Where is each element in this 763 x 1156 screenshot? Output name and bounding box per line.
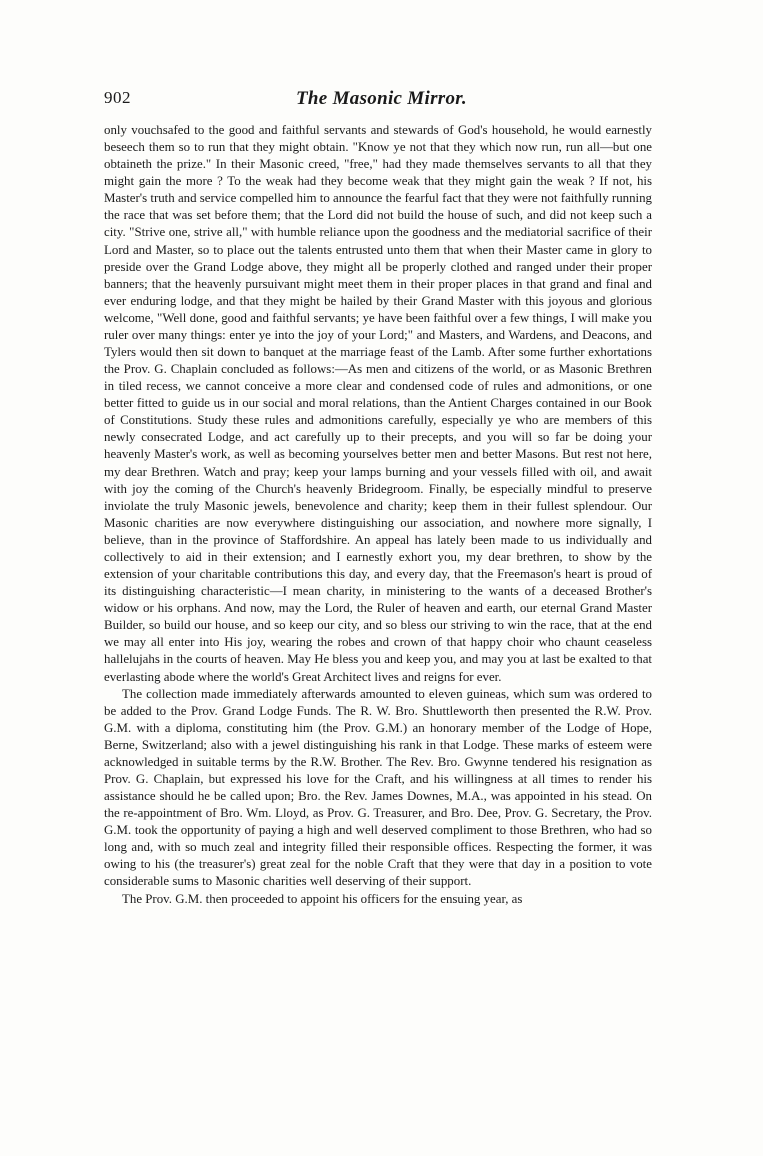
page-header [0,88,763,116]
paragraph-sermon-conclusion: only vouchsafed to the good and faithful servants and stewards of God's household, he would earnestly beseech them so to run that they might obtain. "Know ye not that they which now run, run all—but one obtaineth the prize." In their Masonic creed, "free," had they made themselves servants to all that they might gain the more ? To the weak had they become weak that they might gain the weak ? If not, his Master's truth and service compelled him to announce the fearful fact that they were not faithfully running the race that was set before them; that the Lord did not build the house of such, and did not keep such a city. "Strive one, strive all," with humble reliance upon the goodness and the mediatorial sacrifice of their Lord and Master, so to place out the talents entrusted unto them that when their Master came in glory to preside over the Grand Lodge above, they might all be properly clothed and ranged under their proper banners; that the heavenly pursuivant might meet them in their proper places in that grand and final and ever enduring lodge, and that they might be hailed by their Grand Master with this joyous and glorious welcome, "Well done, good and faithful servants; ye have been faithful over a few things, I will make you ruler over many things: enter ye into the joy of your Lord;" and Masters, and Wardens, and Deacons, and Tylers would then sit down to banquet at the marriage feast of the Lamb. After some further exhortations the Prov. G. Chaplain concluded as follows:—As men and citizens of the world, or as Masonic Brethren in tiled recess, we cannot conceive a more clear and condensed code of rules and admonitions, or one better fitted to guide us in our social and moral relations, than the Antient Charges contained in our Book of Constitutions. Study these rules and admonitions carefully, especially ye who are members of this newly consecrated Lodge, and act carefully up to their precepts, and you will so far be doing your heavenly Master's work, as well as becoming yourselves better men and better Masons. But rest not here, my dear Brethren. Watch and pray; keep your lamps burning and your vessels filled with oil, and await with joy the coming of the Church's heavenly Bridegroom. Finally, be especially mindful to preserve inviolate the truly Masonic jewels, benevolence and charity; keep them in their fullest splendour. Our Masonic charities are now everywhere distinguishing our association, and nowhere more signally, I believe, than in the province of Staffordshire. An appeal has lately been made to us individually and collectively to aid in their extension; and I earnestly exhort you, my dear brethren, to show by the extension of your charitable contributions this day, and every day, that the Freemason's heart is proud of its distinguishing characteristic—I mean charity, in ministering to the wants of a deceased Brother's widow or his orphans. And now, may the Lord, the Ruler of heaven and earth, our eternal Grand Master Builder, so build our house, and so keep our city, and so bless our striving to win the race, that at the end we may all enter into His joy, wearing the robes and crown of that happy choir who chaunt ceaseless hallelujahs in the courts of heaven. May He bless you and keep you, and may you at last be exalted to that everlasting abode where the world's Great Architect lives and reigns for ever. [104,123,652,684]
paragraph-appointments: The Prov. G.M. then proceeded to appoint his officers for the ensuing year, as [122,891,523,906]
article-body [104,122,652,908]
running-title: The Masonic Mirror. [296,88,467,109]
page-number: 902 [104,88,131,107]
paragraph-collection: The collection made immediately afterwards amounted to eleven guineas, which sum was ordered to be added to the Prov. Grand Lodge Funds. The R. W. Bro. Shuttleworth then presented the R.W. Prov. G.M. with a diploma, constituting him (the Prov. G.M.) an honorary member of the Lodge of Hope, Berne, Switzerland; also with a jewel distinguishing his rank in that Lodge. These marks of esteem were acknowledged in suitable terms by the R.W. Brother. The Rev. Bro. Gwynne tendered his resignation as Prov. G. Chaplain, but expressed his love for the Craft, and his willingness at all times to render his assistance should he be called upon; Bro. the Rev. James Downes, M.A., was appointed in his stead. On the re-appointment of Bro. Wm. Lloyd, as Prov. G. Treasurer, and Bro. Dee, Prov. G. Secretary, the Prov. G.M. took the opportunity of paying a high and well deserved compliment to those Brethren, who had so long and, with so much zeal and integrity filled their responsible offices. Respecting the former, it was owing to his (the treasurer's) great zeal for the noble Craft that they were that day in a position to vote considerable sums to Masonic charities well deserving of their support. [104,686,652,889]
